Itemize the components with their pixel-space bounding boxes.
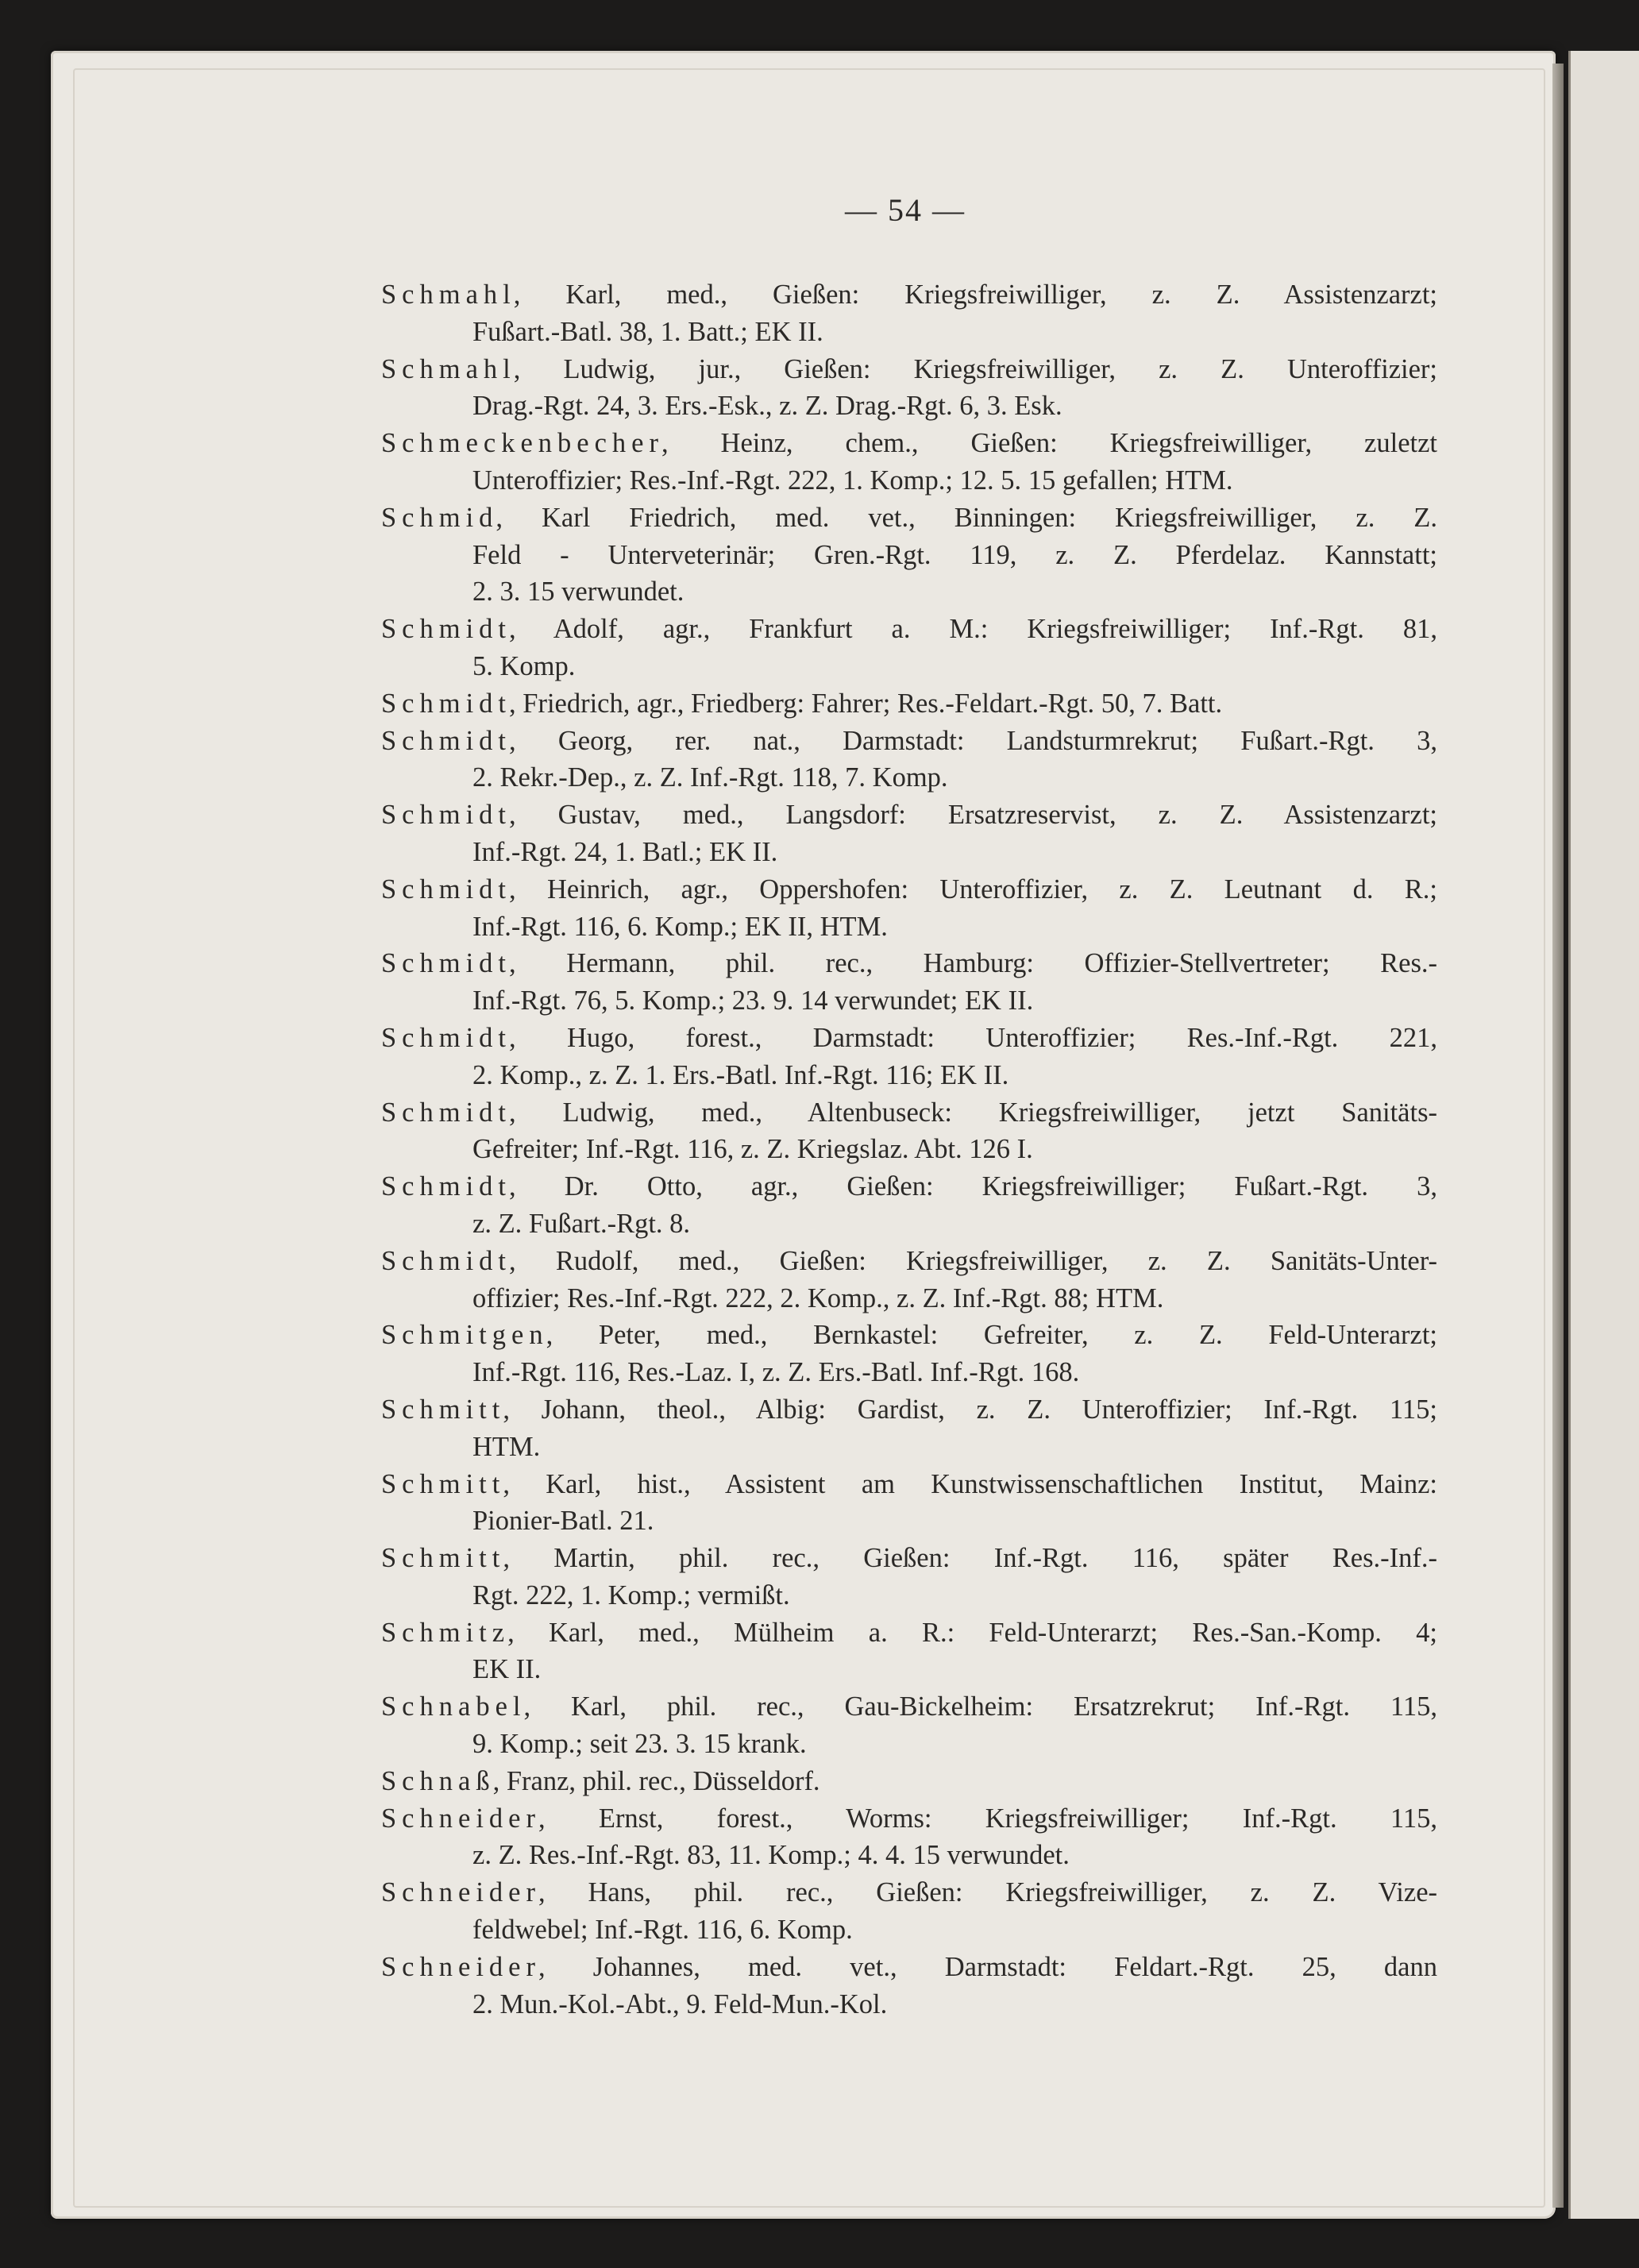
entry-first-line — [381, 871, 1437, 908]
entry-continuation-line: z. Z. Fußart.-Rgt. 8. — [472, 1208, 691, 1239]
entry-surname: Schmidt — [381, 614, 512, 645]
entry-details: , Karl, med., Mülheim a. R.: Feld-Unterarzt; Res.-San.-Komp. 4; — [507, 1617, 1437, 1648]
entry-surname: Schmeckenbecher — [381, 428, 664, 459]
entry-details: , Heinrich, agr., Oppershofen: Unteroffizier, z. Z. Leutnant d. R.; — [509, 874, 1437, 904]
entry-first-line — [381, 1614, 1437, 1652]
entry-details: , Karl, med., Gießen: Kriegsfreiwilliger, z. Z. Assistenzarzt; — [513, 280, 1437, 310]
entry-surname: Schmidt — [381, 800, 512, 831]
entry — [381, 1763, 1437, 1800]
entry-continuation-line: Inf.-Rgt. 116, 6. Komp.; EK II, HTM. — [472, 911, 888, 942]
entry — [381, 1614, 1437, 1689]
entry-first-line — [381, 1874, 1437, 1911]
entry-continuation-line: 5. Komp. — [472, 650, 576, 681]
entry-details: , Hugo, forest., Darmstadt: Unteroffizier; Res.-Inf.-Rgt. 221, — [509, 1022, 1437, 1053]
entry-continuation-line: HTM. — [472, 1431, 541, 1462]
entry-surname: Schmitt — [381, 1394, 506, 1425]
entry — [381, 1949, 1437, 2023]
entry-continuation-line: Drag.-Rgt. 24, 3. Ers.-Esk., z. Z. Drag.-Rgt. 6, 3. Esk. — [472, 391, 1062, 422]
entry-details: , Ludwig, med., Altenbuseck: Kriegsfreiwilliger, jetzt Sanitäts- — [509, 1097, 1437, 1128]
entry-first-line — [381, 1020, 1437, 1057]
entry — [381, 1391, 1437, 1466]
entry-surname: Schmidt — [381, 725, 512, 756]
entry — [381, 1020, 1437, 1094]
entry-surname: Schmid — [381, 502, 499, 533]
entry-details: , Gustav, med., Langsdorf: Ersatzreservist, z. Z. Assistenzarzt; — [509, 800, 1437, 831]
entry-continuation-line: 9. Komp.; seit 23. 3. 15 krank. — [472, 1729, 807, 1760]
entry-continuation-line: Unteroffizier; Res.-Inf.-Rgt. 222, 1. Komp.; 12. 5. 15 gefallen; HTM. — [472, 465, 1233, 496]
entry-details: , Georg, rer. nat., Darmstadt: Landsturmrekrut; Fußart.-Rgt. 3, — [509, 725, 1437, 756]
entry-details: , Ernst, forest., Worms: Kriegsfreiwilliger; Inf.-Rgt. 115, — [538, 1803, 1437, 1834]
entry-first-line — [381, 1688, 1437, 1726]
entry-surname: Schneider — [381, 1877, 541, 1908]
entry-surname: Schmidt — [381, 948, 512, 979]
entry — [381, 685, 1437, 723]
entry-continuation-line: 2. Mun.-Kol.-Abt., 9. Feld-Mun.-Kol. — [472, 1988, 888, 2019]
entry-details: , Karl, phil. rec., Gau-Bickelheim: Ersatzrekrut; Inf.-Rgt. 115, — [523, 1691, 1437, 1722]
entry — [381, 796, 1437, 871]
entry-first-line — [381, 611, 1437, 648]
entry-surname: Schmidt — [381, 688, 512, 719]
entry — [381, 351, 1437, 426]
entry-surname: Schmidt — [381, 874, 512, 904]
adjacent-page — [1568, 51, 1639, 2219]
entry-continuation-line: offizier; Res.-Inf.-Rgt. 222, 2. Komp., z. Z. Inf.-Rgt. 88; HTM. — [472, 1282, 1164, 1313]
entry — [381, 945, 1437, 1020]
entry-first-line — [381, 796, 1437, 834]
entry-first-line — [381, 1391, 1437, 1429]
entry — [381, 1688, 1437, 1763]
entry-surname: Schneider — [381, 1951, 541, 1982]
entry-surname: Schmitt — [381, 1543, 506, 1574]
entry-details: , Hermann, phil. rec., Hamburg: Offizier-Stellvertreter; Res.- — [509, 948, 1437, 979]
entry-first-line — [381, 945, 1437, 982]
entry-surname: Schmidt — [381, 1097, 512, 1128]
entry-details: , Johannes, med. vet., Darmstadt: Feldart.-Rgt. 25, dann — [538, 1951, 1437, 1982]
entry-surname: Schmidt — [381, 1245, 512, 1276]
entry-continuation-line: feldwebel; Inf.-Rgt. 116, 6. Komp. — [472, 1915, 853, 1946]
entry-surname: Schmahl — [381, 280, 516, 310]
entry — [381, 1540, 1437, 1614]
entry-first-line — [381, 1168, 1437, 1205]
entry-details: , Hans, phil. rec., Gießen: Kriegsfreiwilliger, z. Z. Vize- — [538, 1877, 1437, 1908]
entry-surname: Schmitgen — [381, 1320, 549, 1351]
entry-continuation-line: Inf.-Rgt. 76, 5. Komp.; 23. 9. 14 verwundet; EK II. — [472, 986, 1034, 1016]
entry-continuation-line: Pionier-Batl. 21. — [472, 1506, 654, 1537]
entry-details: , Ludwig, jur., Gießen: Kriegsfreiwilliger, z. Z. Unteroffizier; — [513, 353, 1437, 384]
entry-continuation-line: Gefreiter; Inf.-Rgt. 116, z. Z. Kriegslaz. Abt. 126 I. — [472, 1134, 1033, 1165]
entry-continuation-line: 2. 3. 15 verwundet. — [472, 577, 685, 608]
entry-first-line — [381, 1466, 1437, 1503]
entry — [381, 1094, 1437, 1169]
entry-continuation-line: Inf.-Rgt. 116, Res.-Laz. I, z. Z. Ers.-Batl. Inf.-Rgt. 168. — [472, 1357, 1080, 1388]
entry-details: , Peter, med., Bernkastel: Gefreiter, z. Z. Feld-Unterarzt; — [546, 1320, 1437, 1351]
entry-continuation-line: 2. Komp., z. Z. 1. Ers.-Batl. Inf.-Rgt. 116; EK II. — [472, 1059, 1009, 1090]
entry-details: , Adolf, agr., Frankfurt a. M.: Kriegsfreiwilliger; Inf.-Rgt. 81, — [509, 614, 1437, 645]
entry-continuation-line: Feld - Unterveterinär; Gren.-Rgt. 119, z. Z. Pferdelaz. Kannstatt; — [472, 539, 1437, 570]
entry-details: , Franz, phil. rec., Düsseldorf. — [492, 1765, 820, 1796]
entry — [381, 611, 1437, 685]
entry-first-line — [381, 499, 1437, 537]
entry-first-line — [381, 1540, 1437, 1577]
entry — [381, 425, 1437, 499]
entry-continuation-line: z. Z. Res.-Inf.-Rgt. 83, 11. Komp.; 4. 4. 15 verwundet. — [472, 1840, 1070, 1871]
entry-first-line — [381, 1243, 1437, 1280]
entry — [381, 871, 1437, 946]
entry-first-line — [381, 723, 1437, 760]
entry-first-line — [381, 685, 1437, 723]
entry — [381, 1874, 1437, 1949]
entry-details: , Friedrich, agr., Friedberg: Fahrer; Res.-Feldart.-Rgt. 50, 7. Batt. — [509, 688, 1223, 719]
entry-list — [381, 276, 1437, 2023]
entry — [381, 1168, 1437, 1243]
entry-continuation-line: EK II. — [472, 1654, 542, 1685]
entry — [381, 1317, 1437, 1391]
entry-details: , Heinz, chem., Gießen: Kriegsfreiwilliger, zuletzt — [661, 428, 1437, 459]
entry-surname: Schnabel — [381, 1691, 526, 1722]
entry-details: , Karl Friedrich, med. vet., Binningen: Kriegsfreiwilliger, z. Z. — [496, 502, 1437, 533]
entry-details: , Dr. Otto, agr., Gießen: Kriegsfreiwilliger; Fußart.-Rgt. 3, — [509, 1171, 1437, 1202]
entry-surname: Schmitz — [381, 1617, 511, 1648]
entry-details: , Martin, phil. rec., Gießen: Inf.-Rgt. 116, später Res.-Inf.- — [503, 1543, 1437, 1574]
entry-details: , Johann, theol., Albig: Gardist, z. Z. Unteroffizier; Inf.-Rgt. 115; — [503, 1394, 1437, 1425]
entry-details: , Karl, hist., Assistent am Kunstwissenschaftlichen Institut, Mainz: — [503, 1468, 1437, 1499]
entry — [381, 1800, 1437, 1875]
entry-surname: Schmitt — [381, 1468, 506, 1499]
entry-surname: Schneider — [381, 1803, 541, 1834]
entry — [381, 1243, 1437, 1317]
entry-first-line — [381, 1763, 1437, 1800]
entry — [381, 499, 1437, 611]
entry-continuation-line: 2. Rekr.-Dep., z. Z. Inf.-Rgt. 118, 7. Komp. — [472, 762, 948, 793]
entry-continuation-line: Rgt. 222, 1. Komp.; vermißt. — [472, 1580, 790, 1610]
entry-first-line — [381, 1094, 1437, 1132]
page-gutter-shadow — [1552, 64, 1564, 2208]
entry-surname: Schmidt — [381, 1171, 512, 1202]
entry-continuation-line: Fußart.-Batl. 38, 1. Batt.; EK II. — [472, 316, 823, 347]
entry — [381, 276, 1437, 351]
entry-surname: Schmahl — [381, 353, 516, 384]
entry-details: , Rudolf, med., Gießen: Kriegsfreiwilliger, z. Z. Sanitäts-Unter- — [509, 1245, 1437, 1276]
entry-surname: Schmidt — [381, 1022, 512, 1053]
entry-first-line — [381, 351, 1437, 388]
entry-first-line — [381, 1949, 1437, 1986]
entry-first-line — [381, 276, 1437, 314]
entry — [381, 1466, 1437, 1541]
entry-surname: Schnaß — [381, 1765, 496, 1796]
page-number: — 54 — — [845, 192, 966, 228]
entry-continuation-line: Inf.-Rgt. 24, 1. Batl.; EK II. — [472, 836, 778, 867]
entry-first-line — [381, 1317, 1437, 1354]
entry-first-line — [381, 1800, 1437, 1838]
entry — [381, 723, 1437, 797]
entry-first-line — [381, 425, 1437, 462]
